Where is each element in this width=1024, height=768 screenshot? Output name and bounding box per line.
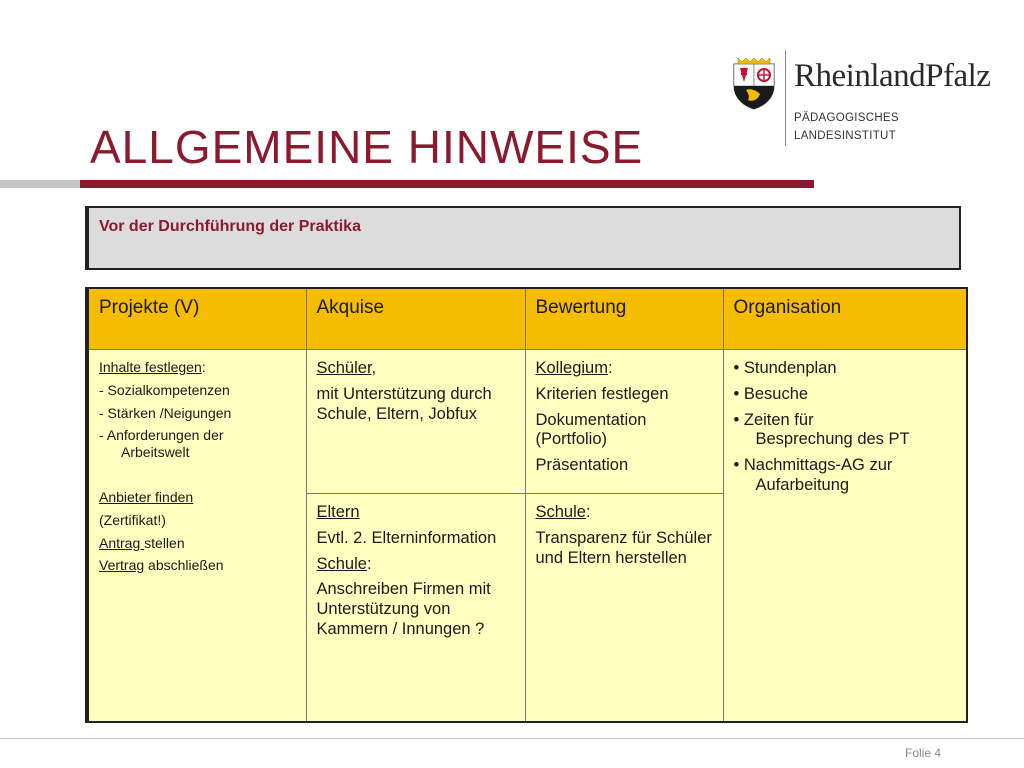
bewertung-kriterien: Kriterien festlegen (535, 384, 669, 403)
slide-title: ALLGEMEINE HINWEISE (90, 121, 644, 173)
cell-akquise-top (306, 350, 525, 494)
overview-table (85, 287, 968, 723)
cell-akquise-bottom (306, 494, 525, 723)
coat-of-arms-icon (732, 56, 776, 110)
bewertung-praesentation: Präsentation (535, 456, 629, 475)
header-projekte: Projekte (V) (87, 288, 306, 350)
cell-bewertung-top (525, 350, 723, 494)
akquise-unterstuetzung: mit Unterstützung durch Schule, Eltern, Jobfux (316, 384, 492, 423)
akquise-schule: Schule (316, 554, 367, 573)
header-akquise: Akquise (306, 288, 525, 350)
projekte-anbieter: Anbieter finden (99, 488, 194, 505)
logo-wordmark: RheinlandPfalz (794, 58, 991, 94)
organisation-stundenplan: • Stundenplan (733, 359, 837, 377)
projekte-vertrag-rest: abschließen (144, 557, 224, 574)
projekte-sozial: - Sozialkompetenzen (99, 381, 230, 398)
projekte-vertrag-line (99, 557, 296, 574)
cell-bewertung-bottom (525, 494, 723, 723)
logo-divider (785, 50, 786, 146)
projekte-inhalte: Inhalte festlegen (99, 359, 202, 375)
akquise-schule-suffix: : (366, 554, 372, 573)
organisation-aufarbeitung: Aufarbeitung (755, 475, 850, 494)
projekte-arbeitswelt: Arbeitswelt (121, 444, 190, 461)
akquise-eltern: Eltern (316, 503, 360, 521)
logo-subtitle-1: PÄDAGOGISCHES (794, 112, 899, 124)
projekte-antrag-rest: stellen (144, 534, 185, 551)
bewertung-transparenz: Transparenz für Schüler und Eltern herstellen (535, 528, 712, 567)
projekte-antrag: Antrag (99, 534, 145, 551)
projekte-inhalte-suffix: : (201, 359, 206, 375)
bewertung-kollegium-suffix: : (607, 359, 613, 377)
akquise-schueler-line (317, 359, 515, 379)
header-organisation: Organisation (723, 288, 967, 350)
akquise-schueler: Schüler (316, 359, 372, 377)
title-rule-gray (0, 180, 80, 188)
projekte-vertrag: Vertrag (99, 557, 145, 574)
institute-logo (730, 50, 991, 160)
footer-rule (0, 738, 1024, 739)
table-row (87, 350, 967, 494)
akquise-anschreiben: Anschreiben Firmen mit Unterstützung von Kammern / Innungen ? (316, 580, 491, 638)
organisation-besuche: • Besuche (733, 384, 809, 403)
bewertung-schule-suffix: : (585, 503, 591, 521)
header-bewertung: Bewertung (525, 288, 723, 350)
logo-subtitle-2: LANDESINSTITUT (794, 130, 896, 142)
projekte-staerken: - Stärken /Neigungen (99, 404, 232, 421)
slide-number: Folie 4 (905, 746, 942, 760)
hint-text: Vor der Durchführung der Praktika (99, 218, 361, 235)
akquise-schueler-suffix: , (371, 359, 377, 377)
title-rule-accent (80, 180, 814, 188)
organisation-nachmittags: • Nachmittags-AG zur (733, 456, 893, 475)
organisation-zeiten: • Zeiten für (733, 410, 814, 429)
bewertung-dokumentation: Dokumentation (Portfolio) (535, 410, 647, 449)
projekte-zertifikat: (Zertifikat!) (99, 511, 166, 528)
projekte-anforderungen: - Anforderungen der (99, 427, 224, 444)
cell-projekte (87, 350, 306, 723)
akquise-elterninformation: Evtl. 2. Elterninformation (316, 528, 497, 547)
akquise-schule-line (317, 555, 515, 575)
spacer (99, 467, 296, 489)
bewertung-schule-line (536, 503, 713, 523)
organisation-besprechung: Besprechung des PT (755, 430, 910, 449)
bewertung-kollegium-line (536, 359, 713, 379)
bewertung-schule: Schule (535, 503, 586, 521)
projekte-antrag-line (99, 535, 296, 552)
bewertung-kollegium: Kollegium (535, 359, 608, 377)
cell-organisation (723, 350, 967, 723)
table-header-row (87, 288, 967, 350)
hint-box (85, 206, 961, 270)
projekte-line (99, 359, 296, 376)
